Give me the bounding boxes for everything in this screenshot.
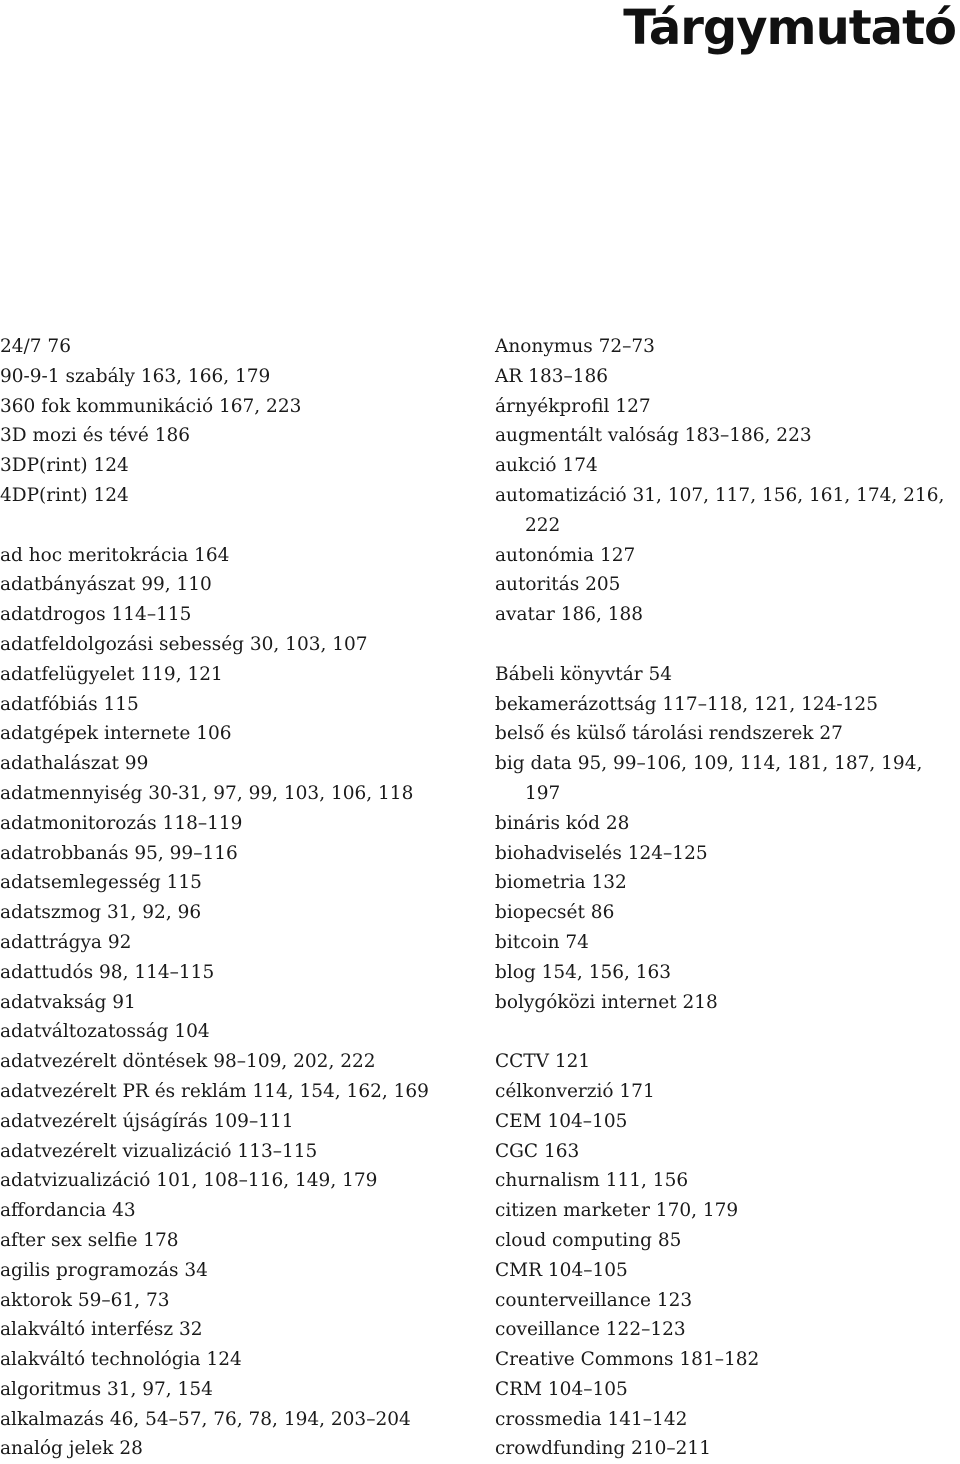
index-entry: 3DP(rint) 124 [0,455,129,477]
index-entry: bináris kód 28 [495,812,630,834]
index-entry: alakváltó interfész 32 [0,1319,203,1341]
index-column-right [495,332,957,1464]
index-entry: crowdfunding 210–211 [495,1438,711,1460]
index-entry: adatrobbanás 95, 99–116 [0,842,238,864]
index-entry: big data 95, 99–106, 109, 114, 181, 187, 194, [495,753,923,775]
index-entry: adatvezérelt döntések 98–109, 202, 222 [0,1051,376,1073]
index-entry: CGC 163 [495,1140,580,1162]
index-entry: affordancia 43 [0,1200,136,1222]
index-entry: citizen marketer 170, 179 [495,1200,739,1222]
index-entry: adatvezérelt PR és reklám 114, 154, 162, 169 [0,1080,429,1102]
index-entry: CEM 104–105 [495,1110,628,1132]
index-entry: counterveillance 123 [495,1289,693,1311]
index-entry: alakváltó technológia 124 [0,1349,242,1371]
index-entry: adatgépek internete 106 [0,723,232,745]
index-entry: algoritmus 31, 97, 154 [0,1378,213,1400]
index-entry: biohadviselés 124–125 [495,842,708,864]
index-entry: analóg jelek 28 [0,1438,143,1460]
index-entry: adatmonitorozás 118–119 [0,812,243,834]
index-entry: adatfelügyelet 119, 121 [0,663,223,685]
index-entry: Creative Commons 181–182 [495,1349,760,1371]
index-entry: adattudós 98, 114–115 [0,961,215,983]
index-entry: árnyékprofil 127 [495,395,651,417]
index-entry: adatvizualizáció 101, 108–116, 149, 179 [0,1170,378,1192]
index-entry: CCTV 121 [495,1051,591,1073]
index-entry: aukció 174 [495,455,598,477]
index-entry: célkonverzió 171 [495,1080,655,1102]
index-entry: adatszmog 31, 92, 96 [0,902,202,924]
index-entry: CMR 104–105 [495,1259,628,1281]
index-entry: blog 154, 156, 163 [495,961,672,983]
index-entry: adatvezérelt vizualizáció 113–115 [0,1140,318,1162]
index-column-left [0,332,470,1464]
letter-group-gap [495,630,957,660]
index-entry: cloud computing 85 [495,1229,682,1251]
index-entry: bolygóközi internet 218 [495,991,718,1013]
index-entry: 222 [525,514,561,536]
index-entry: adatfeldolgozási sebesség 30, 103, 107 [0,633,368,655]
index-entry: adatvakság 91 [0,991,136,1013]
page-title: Tárgymutató [623,0,956,56]
index-entry: belső és külső tárolási rendszerek 27 [495,723,843,745]
index-entry: adatbányászat 99, 110 [0,574,212,596]
index-entry: autonómia 127 [495,544,636,566]
index-entry: bitcoin 74 [495,931,589,953]
index-entry: 4DP(rint) 124 [0,484,129,506]
letter-group-gap [0,511,470,541]
index-entry: after sex selfie 178 [0,1229,179,1251]
index-entry: adathalászat 99 [0,753,149,775]
index-entry: 90-9-1 szabály 163, 166, 179 [0,365,271,387]
index-entry: augmentált valóság 183–186, 223 [495,425,812,447]
index-entry: adatfóbiás 115 [0,693,139,715]
index-entry: biometria 132 [495,872,627,894]
index-entry: alkalmazás 46, 54–57, 76, 78, 194, 203–204 [0,1408,411,1430]
index-entry: Anonymus 72–73 [495,336,655,357]
index-entry: autoritás 205 [495,574,621,596]
letter-group-gap [495,1017,957,1047]
index-entry: adatváltozatosság 104 [0,1021,210,1043]
index-entry: 24/7 76 [0,336,71,357]
index-entry: ad hoc meritokrácia 164 [0,544,230,566]
index-entry: adatmennyiség 30-31, 97, 99, 103, 106, 118 [0,782,414,804]
index-entry: bekamerázottság 117–118, 121, 124-125 [495,693,878,715]
index-entry: adatvezérelt újságírás 109–111 [0,1110,294,1132]
index-entry: AR 183–186 [495,365,609,387]
index-entry: Bábeli könyvtár 54 [495,663,673,685]
index-entry: adattrágya 92 [0,931,132,953]
index-entry: avatar 186, 188 [495,604,644,626]
index-entry: 197 [525,782,561,804]
index-entry: churnalism 111, 156 [495,1170,689,1192]
index-entry: adatsemlegesség 115 [0,872,202,894]
index-entry: automatizáció 31, 107, 117, 156, 161, 174, 216, [495,484,945,506]
index-entry: aktorok 59–61, 73 [0,1289,170,1311]
index-entry: adatdrogos 114–115 [0,604,192,626]
index-entry: coveillance 122–123 [495,1319,686,1341]
index-entry: crossmedia 141–142 [495,1408,688,1430]
index-entry: biopecsét 86 [495,902,615,924]
index-entry: 3D mozi és tévé 186 [0,425,191,447]
index-entry: CRM 104–105 [495,1378,628,1400]
index-entry: 360 fok kommunikáció 167, 223 [0,395,302,417]
index-entry: agilis programozás 34 [0,1259,208,1281]
